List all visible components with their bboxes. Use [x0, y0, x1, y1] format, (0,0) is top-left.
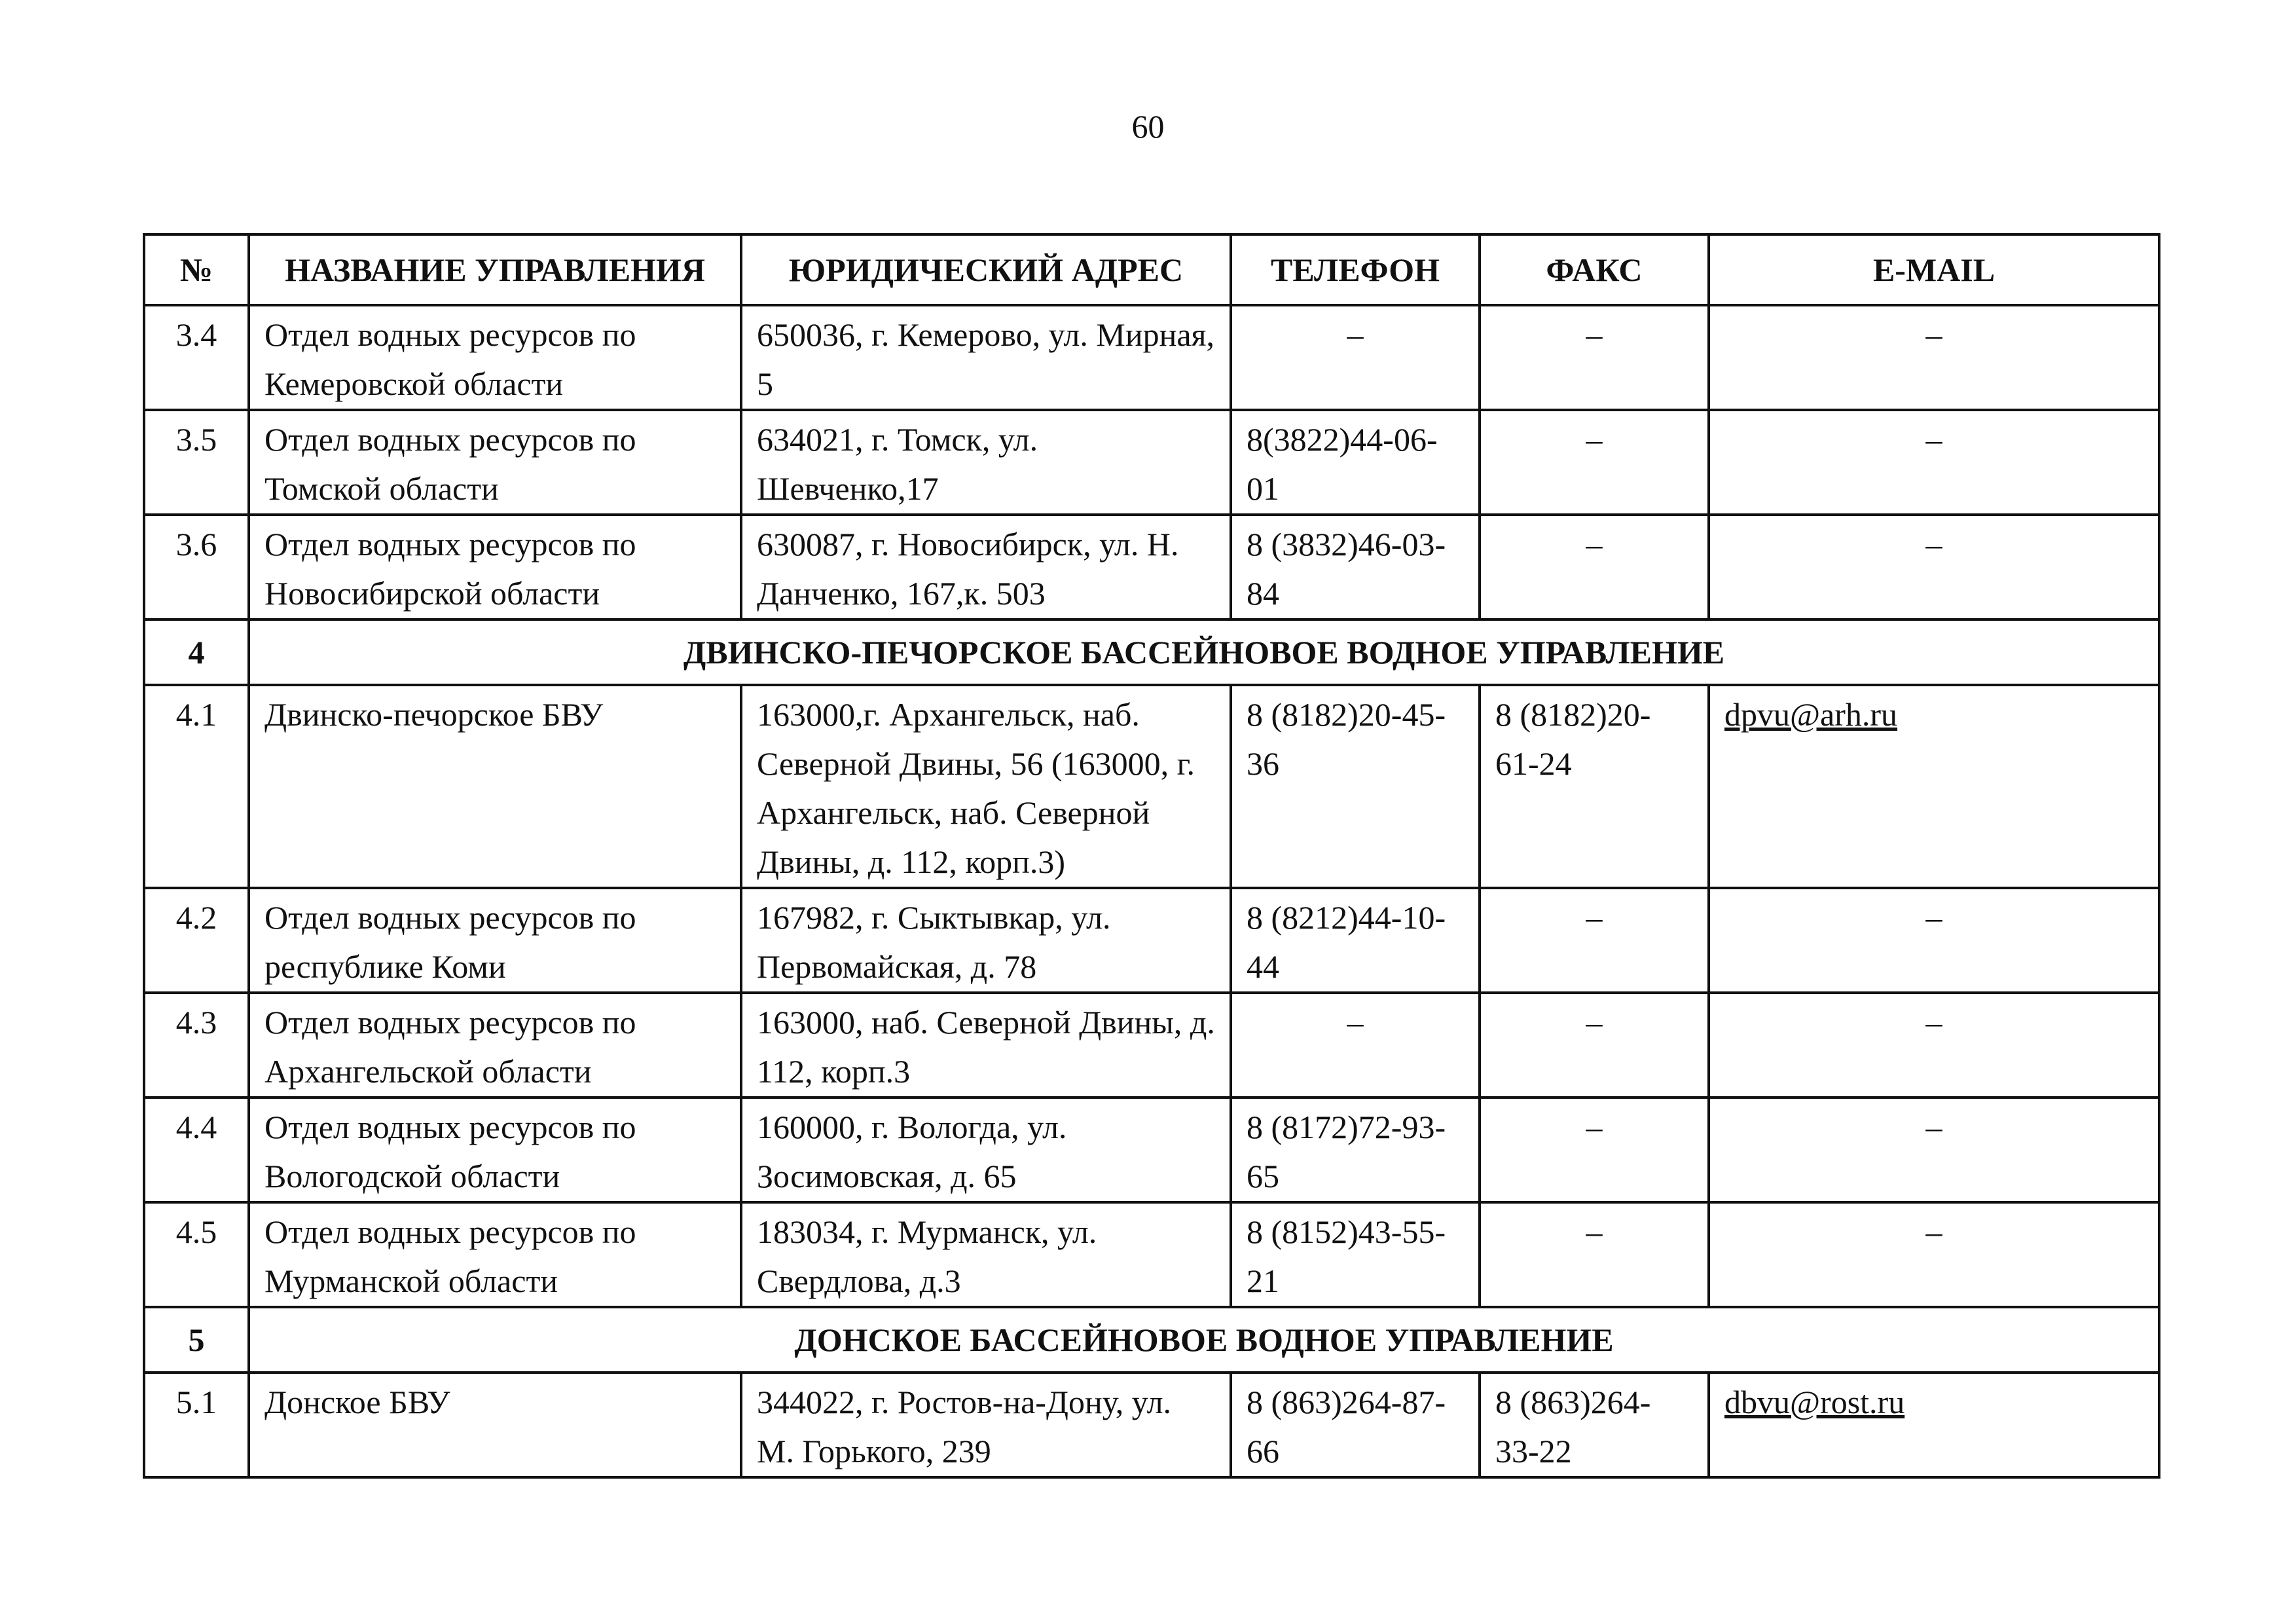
phone: –	[1231, 993, 1480, 1098]
email-link[interactable]: dbvu@rost.ru	[1724, 1384, 1905, 1420]
legal-address: 630087, г. Новосибирск, ул. Н. Данченко, 167,к. 503	[741, 515, 1231, 619]
legal-address: 163000, наб. Северной Двины, д. 112, корп.3	[741, 993, 1231, 1098]
table-row	[144, 1202, 2159, 1307]
email: –	[1709, 410, 2159, 515]
email: –	[1709, 515, 2159, 619]
water-authorities-table	[143, 233, 2160, 1479]
email: –	[1709, 1202, 2159, 1307]
phone: 8 (3832)46-03-84	[1231, 515, 1480, 619]
department-name: Отдел водных ресурсов по Томской области	[249, 410, 741, 515]
legal-address: 344022, г. Ростов-на-Дону, ул. М. Горького, 239	[741, 1373, 1231, 1477]
fax: 8 (863)264-33-22	[1480, 1373, 1709, 1477]
fax: –	[1480, 888, 1709, 993]
email	[1709, 1373, 2159, 1477]
email	[1709, 685, 2159, 888]
row-number: 4.4	[144, 1098, 249, 1202]
fax: –	[1480, 1202, 1709, 1307]
header-phone: ТЕЛЕФОН	[1231, 234, 1480, 305]
department-name: Отдел водных ресурсов по Кемеровской области	[249, 305, 741, 410]
table-row	[144, 410, 2159, 515]
row-number: 5.1	[144, 1373, 249, 1477]
phone: –	[1231, 305, 1480, 410]
row-number: 3.6	[144, 515, 249, 619]
phone: 8 (8212)44-10-44	[1231, 888, 1480, 993]
legal-address: 183034, г. Мурманск, ул. Свердлова, д.3	[741, 1202, 1231, 1307]
department-name: Отдел водных ресурсов по Архангельской области	[249, 993, 741, 1098]
section-title: ДВИНСКО-ПЕЧОРСКОЕ БАССЕЙНОВОЕ ВОДНОЕ УПРАВЛЕНИЕ	[249, 619, 2159, 685]
legal-address: 160000, г. Вологда, ул. Зосимовская, д. 65	[741, 1098, 1231, 1202]
table-row	[144, 515, 2159, 619]
row-number: 3.4	[144, 305, 249, 410]
table-row	[144, 993, 2159, 1098]
email: –	[1709, 888, 2159, 993]
department-name: Двинско-печорское БВУ	[249, 685, 741, 888]
row-number: 4.2	[144, 888, 249, 993]
phone: 8 (8182)20-45-36	[1231, 685, 1480, 888]
section-number: 5	[144, 1307, 249, 1373]
email: –	[1709, 1098, 2159, 1202]
department-name: Отдел водных ресурсов по Мурманской области	[249, 1202, 741, 1307]
section-row	[144, 1307, 2159, 1373]
department-name: Отдел водных ресурсов по республике Коми	[249, 888, 741, 993]
phone: 8 (8172)72-93-65	[1231, 1098, 1480, 1202]
email: –	[1709, 305, 2159, 410]
row-number: 4.1	[144, 685, 249, 888]
department-name: Донское БВУ	[249, 1373, 741, 1477]
fax: –	[1480, 515, 1709, 619]
table-row	[144, 1098, 2159, 1202]
fax: –	[1480, 993, 1709, 1098]
table-row	[144, 888, 2159, 993]
department-name: Отдел водных ресурсов по Вологодской области	[249, 1098, 741, 1202]
section-title: ДОНСКОЕ БАССЕЙНОВОЕ ВОДНОЕ УПРАВЛЕНИЕ	[249, 1307, 2159, 1373]
email-link[interactable]: dpvu@arh.ru	[1724, 696, 1898, 733]
page-number: 60	[1131, 108, 1165, 145]
phone: 8 (8152)43-55-21	[1231, 1202, 1480, 1307]
table-row	[144, 685, 2159, 888]
header-number: №	[144, 234, 249, 305]
fax: –	[1480, 305, 1709, 410]
header-name: НАЗВАНИЕ УПРАВЛЕНИЯ	[249, 234, 741, 305]
department-name: Отдел водных ресурсов по Новосибирской области	[249, 515, 741, 619]
fax: –	[1480, 410, 1709, 515]
section-row	[144, 619, 2159, 685]
legal-address: 167982, г. Сыктывкар, ул. Первомайская, д. 78	[741, 888, 1231, 993]
table-row	[144, 305, 2159, 410]
table-row	[144, 1373, 2159, 1477]
fax: 8 (8182)20-61-24	[1480, 685, 1709, 888]
table-header-row	[144, 234, 2159, 305]
legal-address: 634021, г. Томск, ул. Шевченко,17	[741, 410, 1231, 515]
row-number: 3.5	[144, 410, 249, 515]
phone: 8(3822)44-06-01	[1231, 410, 1480, 515]
legal-address: 650036, г. Кемерово, ул. Мирная, 5	[741, 305, 1231, 410]
section-number: 4	[144, 619, 249, 685]
phone: 8 (863)264-87-66	[1231, 1373, 1480, 1477]
email: –	[1709, 993, 2159, 1098]
row-number: 4.3	[144, 993, 249, 1098]
header-fax: ФАКС	[1480, 234, 1709, 305]
row-number: 4.5	[144, 1202, 249, 1307]
legal-address: 163000,г. Архангельск, наб. Северной Двины, 56 (163000, г. Архангельск, наб. Северной Двины, д. 112, корп.3)	[741, 685, 1231, 888]
fax: –	[1480, 1098, 1709, 1202]
header-address: ЮРИДИЧЕСКИЙ АДРЕС	[741, 234, 1231, 305]
header-email: E-MAIL	[1709, 234, 2159, 305]
